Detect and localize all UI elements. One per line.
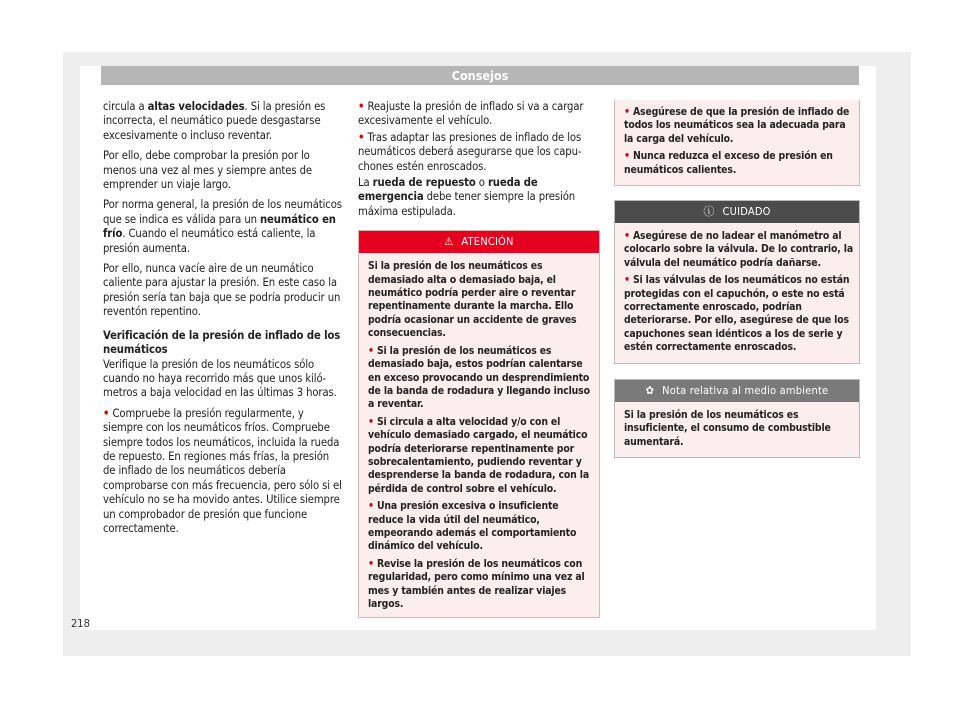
bullet-item: • Revise la presión de los neumáticos con regularidad, pero como mínimo una vez al mes y también antes de realizar viajes largos. [368,557,585,610]
environment-note-text: Si la presión de los neumáticos es insuficiente, el consumo de combustible aumentará. [624,408,831,448]
caution-box-body [615,223,859,363]
warning-box-continued [614,100,860,186]
bullet-icon: • [368,557,374,570]
bullet-icon: • [624,274,630,287]
paragraph: Por ello, nunca vacíe aire de un neumático caliente para ajustar la presión. En este caso la presión sería tan baja que se podría producir un reventón repentino. [103,262,341,319]
column-left [103,100,343,542]
paragraph: Por norma general, la presión de los neumáticos que se indica es válida para un neumático en frío. Cuando el neumático está caliente, la presión aumenta. [103,198,342,255]
bullet-item: • Nunca reduzca el exceso de presión en neumáticos calientes. [624,150,833,176]
paragraph: Verifique la presión de los neumáticos sólo cuando no haya recorrido más que unos kilómetros a baja velocidad en las últimas 3 horas. [103,357,337,400]
bullet-icon: • [624,230,630,243]
paragraph: La rueda de repuesto o rueda de emergencia debe tener siempre la presión máxima estipulada. [358,176,576,218]
warning-icon: ⚠ [444,235,454,249]
bullet-item: • Asegúrese de que la presión de inflado de todos los neumáticos sea la adecuada para la carga del vehículo. [624,106,850,145]
paragraph: Por ello, debe comprobar la presión por lo menos una vez al mes y siempre antes de emprender un viaje largo. [103,149,313,192]
bullet-icon: • [358,130,365,144]
bullet-icon: • [368,415,374,428]
caution-box-title: ⓘ CUIDADO [615,201,859,223]
info-circle-icon: ⓘ [703,205,715,219]
bullet-icon: • [368,500,374,513]
column-right [614,100,860,458]
section-header: Consejos [101,66,859,85]
warning-text: Si la presión de los neumáticos es demasiado alta o demasiado baja, el neumático podría perder aire o reventar repentinamente durante la marcha. Ello podría ocasionar un accidente de graves consecuencias. [368,260,577,340]
bullet-item: • Reajuste la presión de inflado si va a cargar excesivamente el vehículo. [358,100,584,128]
bullet-icon: • [358,100,365,113]
bullet-icon: • [624,106,630,118]
bullet-item: • Si la presión de los neumáticos es demasiado baja, estos podrían calentarse en exceso provocando un desprendimiento de la banda de rodadura y llegando incluso a reventar. [368,344,590,411]
flower-icon: ✿ [645,383,655,397]
bullet-item: • Compruebe la presión regularmente, y siempre con los neumáticos fríos. Compruebe siempre todos los neumáticos, incluida la rueda de repuesto. En regiones más frías, la presión de inflado de los neumáticos debería comprobarse con más frecuencia, pero sólo si el vehículo no se ha movido antes. Utilice siempre un comprobador de presión que funcione correctamente. [103,406,342,535]
page-number: 218 [71,617,90,630]
bullet-icon: • [624,150,630,163]
section-heading: Verificación de la presión de inflado de los neumáticos [103,328,341,357]
caution-box [614,200,860,364]
environment-note-title: ✿ Nota relativa al medio ambiente [615,380,859,402]
bullet-item: • Tras adaptar las presiones de inflado de los neumáticos deberá asegurarse que los capuchones estén enroscados. [358,130,582,173]
warning-box-body [359,253,599,617]
bullet-item: • Si circula a alta velocidad y/o con el vehículo demasiado cargado, el neumático podría deteriorarse repentinamente por sobrecalentamiento, pudiendo reventar y desprenderse la banda de rodadura, con la pérdida de control sobre el vehículo. [368,415,589,495]
environment-note-box [614,379,860,458]
warning-box-continued-body [615,100,859,185]
bullet-item: • Una presión excesiva o insuficiente reduce la vida útil del neumático, empeorando además el comportamiento dinámico del vehículo. [368,500,577,553]
paragraph: circula a altas velocidades. Si la presión es incorrecta, el neumático puede desgastarse excesivamente o incluso reventar. [103,100,326,142]
bullet-item: • Asegúrese de no ladear el manómetro al colocarlo sobre la válvula. De lo contrario, la válvula del neumático podría dañarse. [624,230,853,269]
environment-note-body [615,402,859,457]
warning-box [358,230,600,618]
warning-box-title: ⚠ ATENCIÓN [359,231,599,253]
column-middle [358,100,600,618]
bullet-icon: • [103,406,110,420]
bullet-icon: • [368,344,374,357]
bullet-item: • Si las válvulas de los neumáticos no están protegidas con el capuchón, o este no está correctamente enroscado, podrían deteriorarse. Por ello, asegúrese de que los capuchones sean idénticos a los de serie y estén correctamente enroscados. [624,274,850,354]
